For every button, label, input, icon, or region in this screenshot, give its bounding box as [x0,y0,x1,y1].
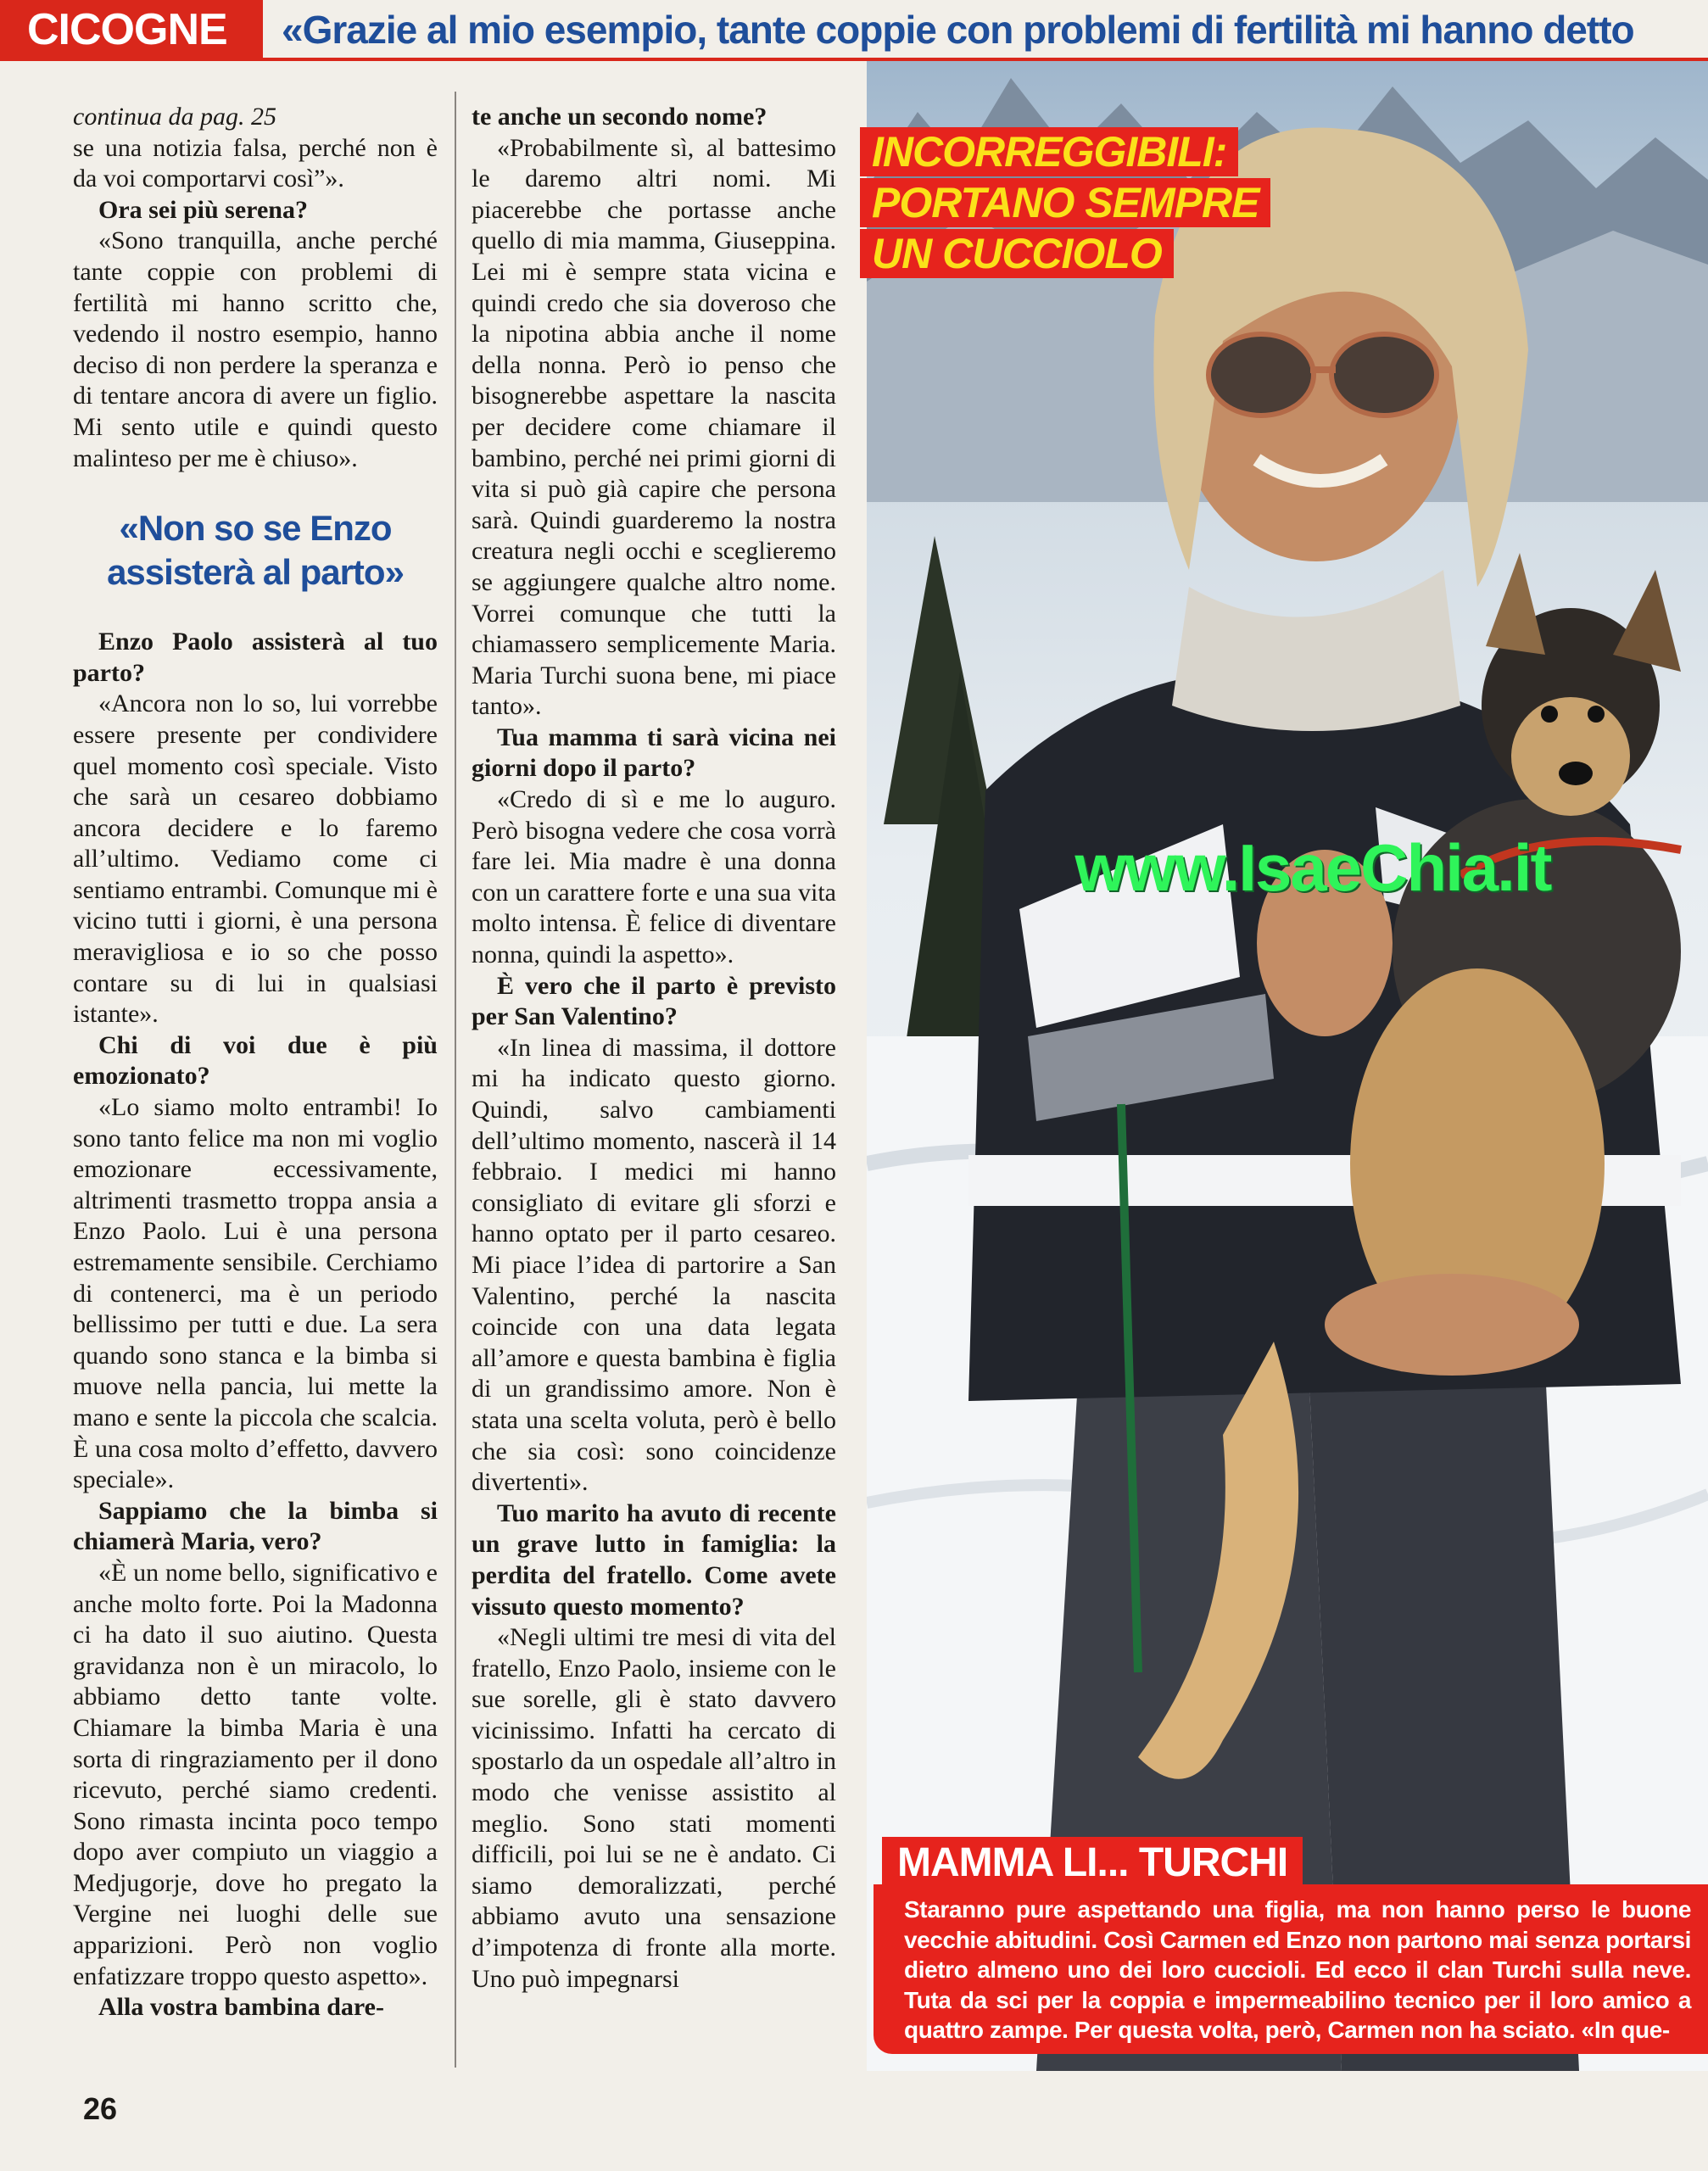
answer: «È un nome bello, significativo e anche molto forte. Poi la Madonna ci ha dato il suo aiutino. Questa gravidanza non è un miracolo, lo abbiamo detto tante volte. Chiamare la bimba Maria è una sorta di ringraziamento per il dono ricevuto, perché siamo credenti. Sono rimasta incinta poco tempo dopo aver compiuto un viaggio a Medjugorje, dove ho pregato la Vergine nei luoghi delle sue apparizioni. Però non voglio enfatizzare troppo questo aspetto». [73,1558,438,1990]
question: te anche un secondo nome? [472,103,767,131]
answer: «Sono tranquilla, anche perché tante coppie con problemi di fertilità mi hanno scritto che, vedendo il nostro esempio, hanno deciso di non perdere la speranza e di tentare ancora di avere un figlio. Mi sento utile e quindi questo malinteso per me è chiuso». [73,226,438,472]
question: Ora sei più serena? [98,195,308,224]
photo-illustration [867,61,1708,2071]
subheading: «Non so se Enzo assisterà al parto» [107,508,404,593]
question: Chi di voi due è più emozionato? [73,1030,438,1091]
answer: «In linea di massima, il dottore mi ha indicato questo giorno. Quindi, salvo cambiamenti dell’ultimo momento, nascerà il 14 febbraio. I medici mi hanno consigliato di evitare gli sforzi e hanno optato per il parto cesareo. Mi piace l’idea di partorire a San Valentino, perché la nascita coincide con una data legata all’amore e questa bambina è figlia di un grandissimo amore. Non è stata una scelta voluta, però è bello che sia così: sono coincidenze divertenti». [472,1033,836,1497]
answer: «Lo siamo molto entrambi! Io sono tanto felice ma non mi voglio emozionare eccessivamente, altrimenti trasmetto troppa ansia a Enzo Paolo. Lui è una persona estremamente sensibile. Cerchiamo di contenerci, ma è un periodo bellissimo per tutti e due. La sera quando sono stanca e la bimba si muove nella pancia, lui mette la mano e sente la piccola che scalcia. È una cosa molto d’effetto, davvero speciale». [73,1093,438,1494]
column-divider [455,92,456,2068]
photo-tag-line: INCORREGGIBILI: [860,127,1238,176]
photo-tag-line: UN CUCCIOLO [860,229,1174,278]
answer: «Ancora non lo so, lui vorrebbe essere presente per condividere quel momento così speciale. Visto che sarà un cesareo dobbiamo ancora decidere e lo faremo all’ultimo. Vediamo come ci sentiamo entrambi. Comunque mi è vicino tutti i giorni, è una persona meravigliosa e io so che posso contare su di lui in qualsiasi istante». [73,689,438,1029]
continued-note: continua da pag. 25 [73,103,276,131]
question: Tuo marito ha avuto di recente un grave lutto in famiglia: la perdita del fratello. Come avete vissuto questo momento? [472,1498,836,1621]
answer: «Credo di sì e me lo auguro. Però bisogna vedere che cosa vorrà fare lei. Mia madre è una donna con un carattere forte e una sua vita molto intensa. È felice di diventare nonna, quindi la aspetto». [472,785,836,969]
article-headline: «Grazie al mio esempio, tante coppie con problemi di fertilità mi hanno detto [282,8,1634,52]
question: È vero che il parto è previsto per San Valentino? [472,971,836,1031]
photo-man-with-dog [867,61,1708,2071]
answer: «Negli ultimi tre mesi di vita del fratello, Enzo Paolo, insieme con le sue sorelle, gli è stato davvero vicinissimo. Infatti ha cercato di spostarlo da un ospedale all’altro in modo che venisse assistito al meglio. Sono stati momenti difficili, poi lui se ne è andato. Ci siamo demoralizzati, perché abbiamo avuto una sensazione d’impotenza di fronte alla morte. Uno può impegnarsi [472,1623,836,1993]
question: Alla vostra bambina dare- [98,1993,384,2022]
paragraph: se una notizia falsa, perché non è da voi comportarvi così”». [73,133,438,193]
answer: «Probabilmente sì, al battesimo le daremo altri nomi. Mi piacerebbe che portasse anche quello di mia mamma, Giuseppina. Lei mi è sempre stata vicina e quindi credo che sia doveroso che la nipotina abbia anche il nome della nonna. Però io penso che bisognerebbe aspettare la nascita per decidere come chiamare il bambino, perché nei primi giorni di vita si può già capire che persona sarà. Quindi guarderemo la nostra creatura negli occhi e sceglieremo se aggiungere qualche altro nome. Vorrei comunque che tutti la chiamassero semplicemente Maria. Maria Turchi suona bene, mi piace tanto». [472,133,836,721]
page-number: 26 [83,2091,118,2126]
caption-box [874,1884,1708,2054]
text-column-1 [73,102,438,2023]
caption-title: MAMMA LI... TURCHI [882,1837,1303,1889]
caption-text: Staranno pure aspettando una figlia, ma non hanno perso le buone vecchie abitudini. Così Carmen ed Enzo non partono mai senza portarsi dietro almeno uno dei loro cuccioli. Ed ecco il clan Turchi sulla neve. Tuta da sci per la coppia e impermeabilino tecnico per il loro amico a quattro zampe. Per questa volta, però, Carmen non ha sciato. «In que- [904,1896,1691,2043]
question: Tua mamma ti sarà vicina nei giorni dopo il parto? [472,723,836,783]
photo-tag [860,127,1301,280]
section-tag: CICOGNE [0,0,263,59]
watermark: www.IsaeChia.it [1074,830,1551,905]
text-column-2 [472,102,836,1995]
photo-tag-line: PORTANO SEMPRE [860,178,1270,227]
question: Sappiamo che la bimba si chiamerà Maria, vero? [73,1496,438,1556]
question: Enzo Paolo assisterà al tuo parto? [73,628,438,687]
